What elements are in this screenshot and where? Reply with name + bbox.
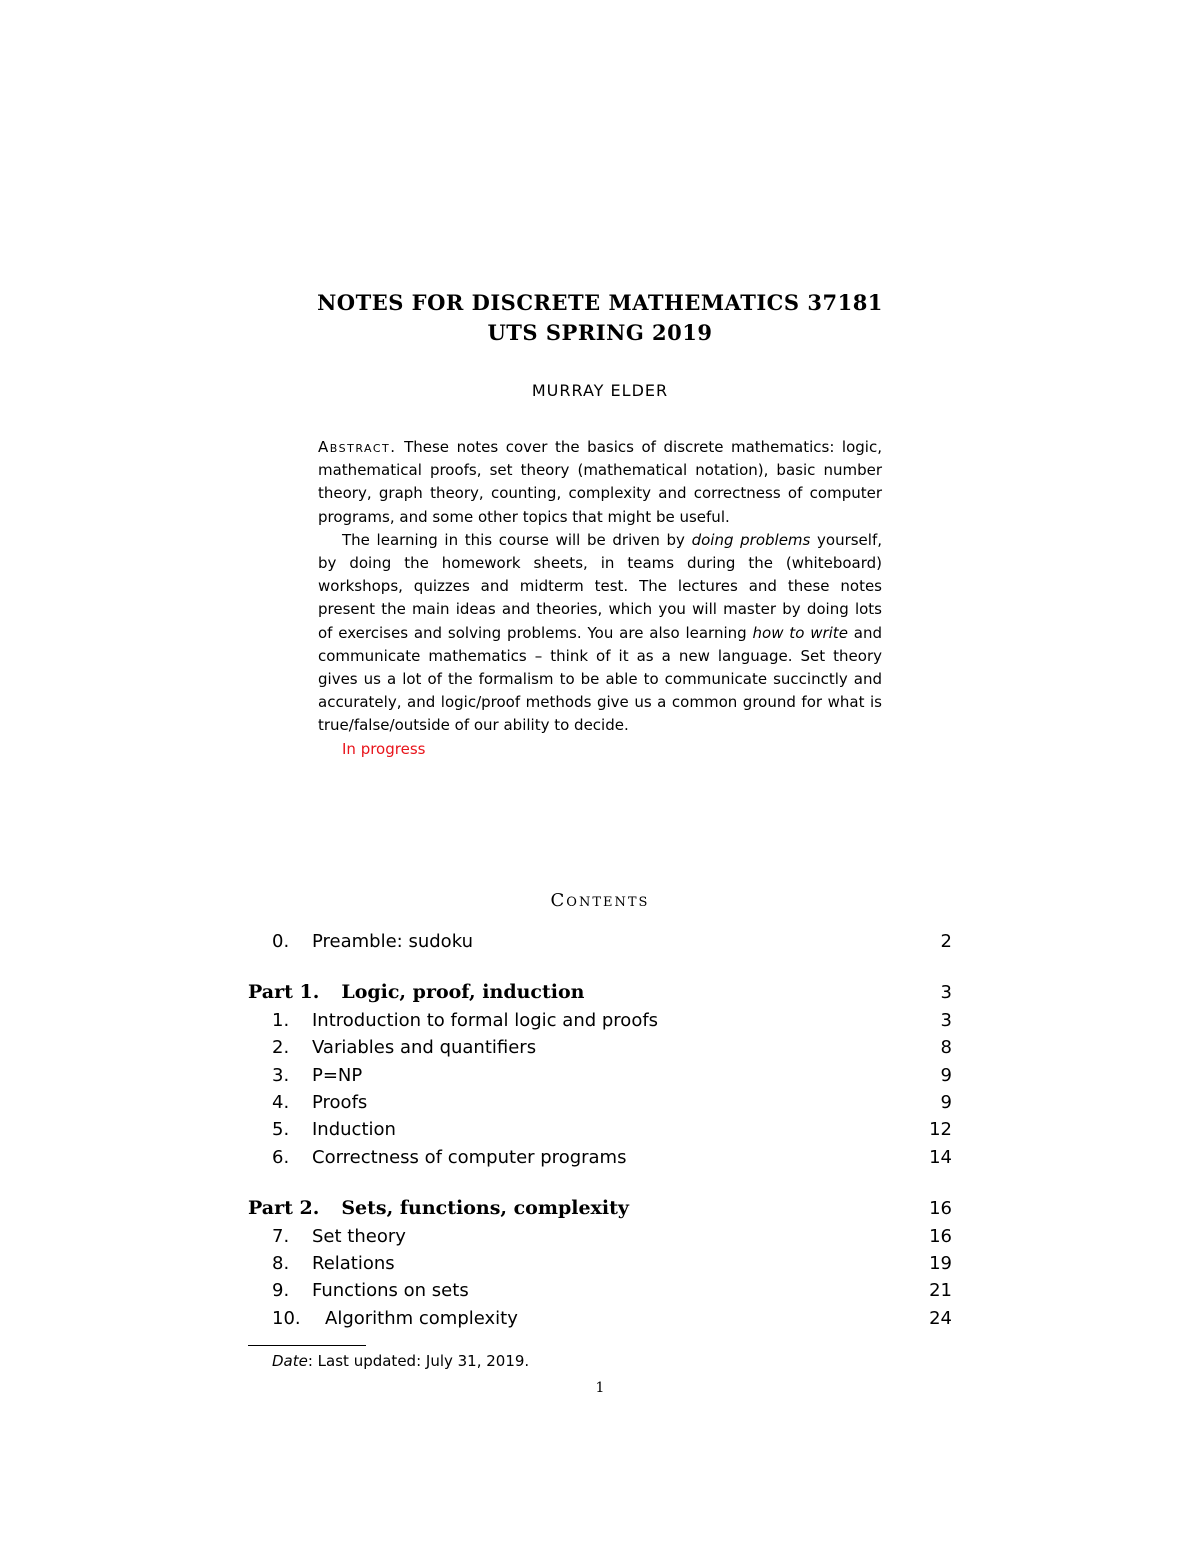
in-progress-note: In progress — [342, 739, 426, 758]
document-title-line-2: UTS SPRING 2019 — [487, 320, 713, 345]
toc-page: 12 — [929, 1119, 952, 1141]
toc-entry[interactable] — [248, 1250, 952, 1277]
toc-part-1[interactable] — [248, 979, 952, 1006]
toc-part-number: Part 2. — [248, 1197, 320, 1220]
abstract-text-1: These notes cover the basics of discrete mathematics: logic, mathematical proofs, set theory (mathematical notation), basic number theory, graph theory, counting, complexity and correctness of computer programs, and some other topics that might be useful. — [318, 438, 882, 526]
toc-entry-preamble[interactable] — [248, 928, 952, 955]
table-of-contents — [248, 928, 952, 1332]
toc-part-title: Logic, proof, induction — [341, 981, 585, 1004]
toc-number: 5. — [272, 1119, 290, 1141]
page-number: 1 — [595, 1380, 605, 1396]
abstract-text-2c: and communicate mathematics – think of it as a new language. Set theory gives us a lot of the formalism to be able to communicate succinctly and accurately, and logic/proof methods give us a common ground for what is true/false/outside of our ability to decide. — [318, 623, 882, 735]
toc-page: 19 — [929, 1252, 952, 1274]
footnote-text: : Last updated: July 31, 2019. — [307, 1352, 530, 1370]
toc-part-number: Part 1. — [248, 981, 320, 1004]
toc-page: 16 — [929, 1225, 952, 1247]
toc-part-title: Sets, functions, complexity — [341, 1197, 629, 1220]
toc-title: Relations — [312, 1252, 395, 1274]
toc-page: 14 — [929, 1146, 952, 1168]
toc-number: 10. — [272, 1307, 301, 1329]
footnote-label: Date — [272, 1352, 308, 1370]
toc-title: Set theory — [312, 1225, 406, 1247]
toc-entry[interactable] — [248, 1034, 952, 1061]
author-name: MURRAY ELDER — [531, 381, 669, 400]
abstract-text-2a: The learning in this course will be driven by — [342, 530, 692, 549]
toc-entry[interactable] — [248, 1144, 952, 1171]
toc-title: Proofs — [312, 1091, 368, 1113]
toc-entry[interactable] — [248, 1116, 952, 1143]
footnote-date — [272, 1352, 529, 1370]
abstract-text-2b: yourself, by doing the homework sheets, in teams during the (whiteboard) workshops, quizzes and midterm test. The lectures and these notes present the main ideas and theories, which you will master by doing lots of exercises and solving problems. You are also learning — [318, 530, 883, 642]
toc-number: 1. — [272, 1009, 290, 1031]
toc-page: 16 — [929, 1198, 952, 1220]
toc-number: 9. — [272, 1280, 290, 1302]
toc-part-2[interactable] — [248, 1195, 952, 1222]
toc-entry[interactable] — [248, 1007, 952, 1034]
toc-title: Algorithm complexity — [325, 1307, 518, 1329]
toc-entry[interactable] — [248, 1223, 952, 1250]
document-title-line-1: NOTES FOR DISCRETE MATHEMATICS 37181 — [317, 290, 883, 315]
abstract-label: Abstract. — [318, 438, 397, 456]
toc-number: 3. — [272, 1064, 290, 1086]
toc-number: 0. — [272, 931, 290, 952]
footnote-divider — [248, 1345, 366, 1346]
toc-title: Induction — [312, 1119, 396, 1141]
contents-heading: Contents — [550, 890, 650, 911]
toc-page: 2 — [940, 931, 952, 952]
toc-title: Correctness of computer programs — [312, 1146, 627, 1168]
toc-page: 3 — [940, 982, 952, 1004]
toc-number: 4. — [272, 1091, 290, 1113]
abstract-paragraph-2 — [318, 529, 882, 738]
toc-number: 7. — [272, 1225, 290, 1247]
toc-number: 8. — [272, 1252, 290, 1274]
toc-page: 8 — [940, 1037, 952, 1059]
toc-entry[interactable] — [248, 1277, 952, 1304]
abstract-emphasis-how-to-write: how to write — [752, 623, 848, 642]
toc-page: 9 — [940, 1091, 952, 1113]
abstract — [318, 436, 882, 761]
toc-number: 2. — [272, 1037, 290, 1059]
toc-title: Functions on sets — [312, 1280, 469, 1302]
abstract-emphasis-doing-problems: doing problems — [691, 530, 811, 549]
abstract-status-line — [318, 738, 882, 761]
toc-number: 6. — [272, 1146, 290, 1168]
toc-entry[interactable] — [248, 1089, 952, 1116]
toc-title: Introduction to formal logic and proofs — [312, 1009, 659, 1031]
toc-page: 3 — [940, 1009, 952, 1031]
toc-page: 9 — [940, 1064, 952, 1086]
toc-entry[interactable] — [248, 1305, 952, 1332]
toc-title: Variables and quantifiers — [312, 1037, 537, 1059]
abstract-paragraph-1 — [318, 436, 882, 529]
toc-title: P=NP — [312, 1064, 363, 1086]
toc-entry[interactable] — [248, 1062, 952, 1089]
toc-title: Preamble: sudoku — [312, 931, 473, 952]
toc-page: 21 — [929, 1280, 952, 1302]
toc-page: 24 — [929, 1307, 952, 1329]
